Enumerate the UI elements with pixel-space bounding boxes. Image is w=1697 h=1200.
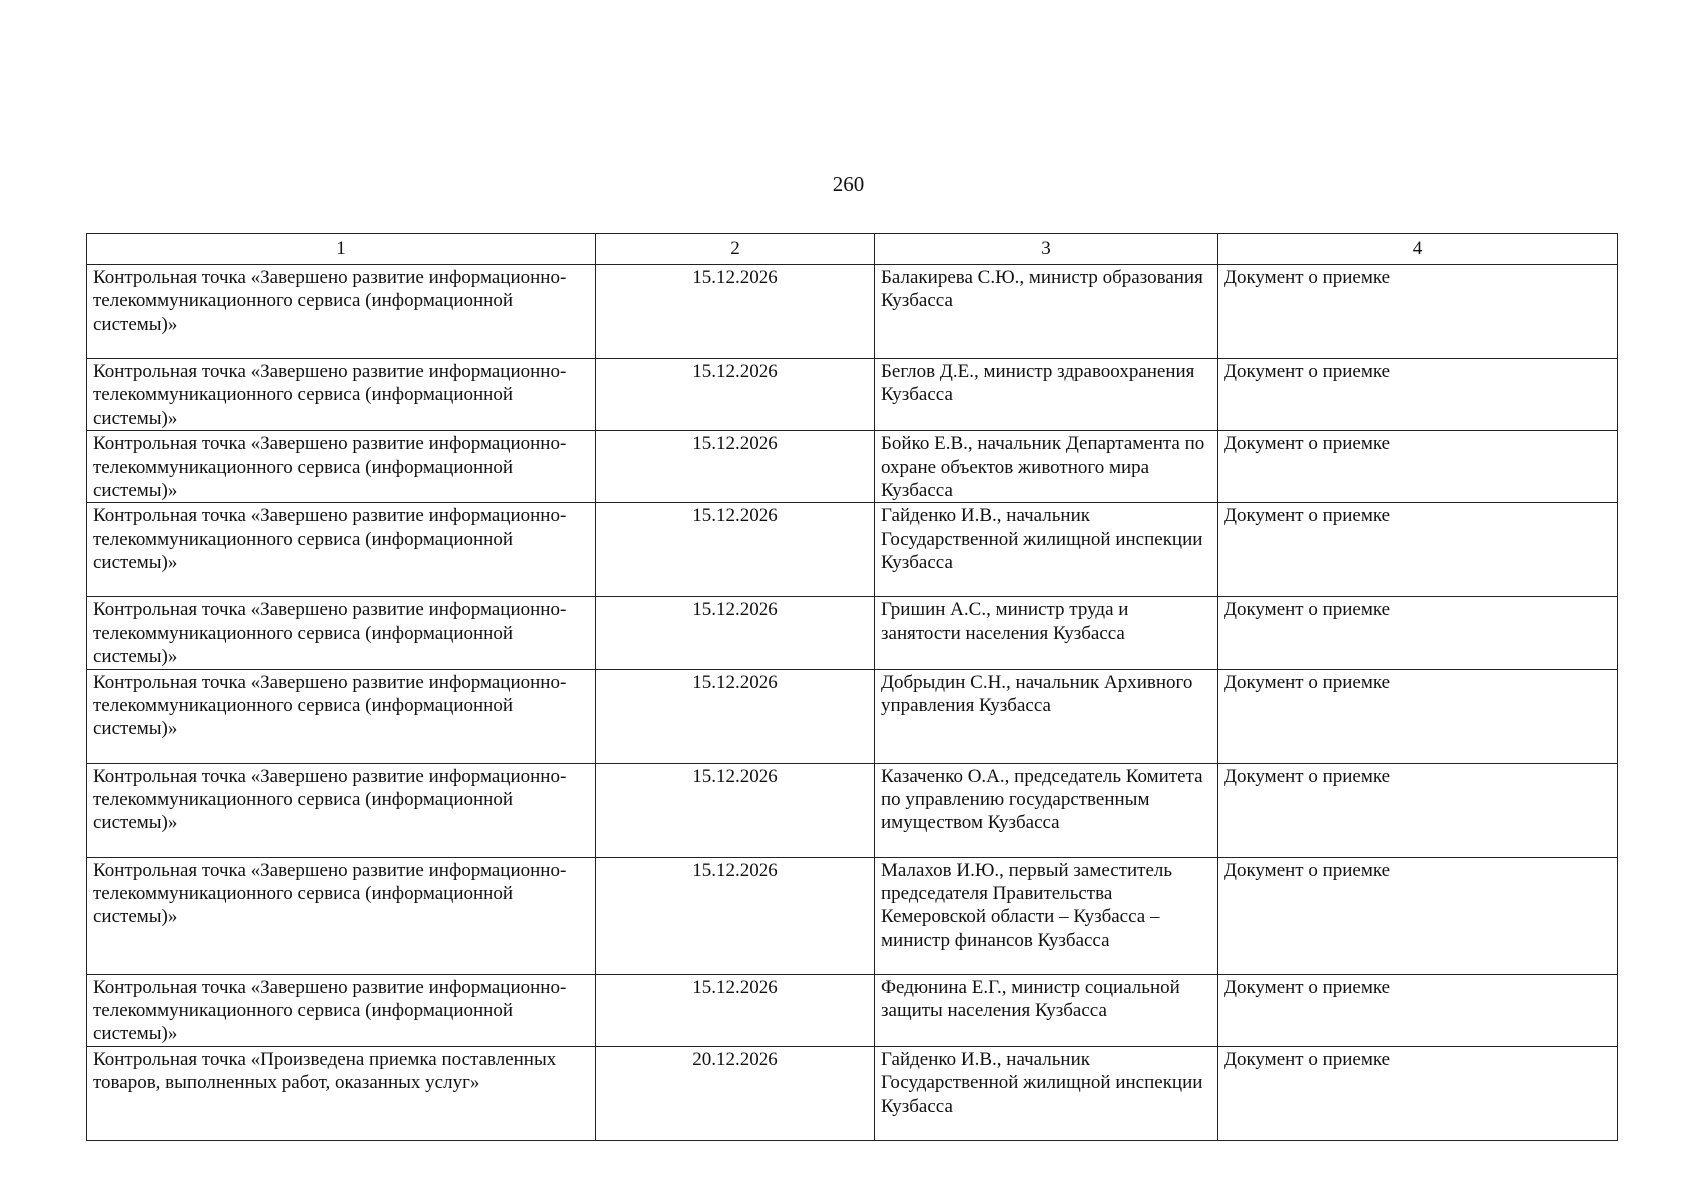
event-cell: Контрольная точка «Завершено развитие информационно-телекоммуникационного сервиса (информационной системы)» [87, 857, 596, 974]
document-cell: Документ о приемке [1218, 431, 1618, 503]
event-cell: Контрольная точка «Завершено развитие информационно-телекоммуникационного сервиса (информационной системы)» [87, 974, 596, 1046]
table-row [87, 974, 1618, 1046]
event-cell: Контрольная точка «Завершено развитие информационно-телекоммуникационного сервиса (информационной системы)» [87, 503, 596, 597]
responsible-cell: Гайденко И.В., начальник Государственной жилищной инспекции Кузбасса [875, 503, 1218, 597]
date-cell: 20.12.2026 [596, 1046, 875, 1140]
table-row [87, 265, 1618, 359]
date-cell: 15.12.2026 [596, 763, 875, 857]
date-cell: 15.12.2026 [596, 857, 875, 974]
responsible-cell: Гайденко И.В., начальник Государственной жилищной инспекции Кузбасса [875, 1046, 1218, 1140]
responsible-cell: Казаченко О.А., председатель Комитета по управлению государственным имуществом Кузбасса [875, 763, 1218, 857]
date-cell: 15.12.2026 [596, 669, 875, 763]
table-row [87, 597, 1618, 669]
event-cell: Контрольная точка «Произведена приемка поставленных товаров, выполненных работ, оказанных услуг» [87, 1046, 596, 1140]
table-row [87, 503, 1618, 597]
table-row [87, 431, 1618, 503]
table-header-row [87, 234, 1618, 265]
document-cell: Документ о приемке [1218, 669, 1618, 763]
responsible-cell: Бойко Е.В., начальник Департамента по охране объектов животного мира Кузбасса [875, 431, 1218, 503]
responsible-cell: Беглов Д.Е., министр здравоохранения Кузбасса [875, 359, 1218, 431]
document-cell: Документ о приемке [1218, 763, 1618, 857]
document-cell: Документ о приемке [1218, 597, 1618, 669]
table-row [87, 359, 1618, 431]
date-cell: 15.12.2026 [596, 431, 875, 503]
document-cell: Документ о приемке [1218, 974, 1618, 1046]
event-cell: Контрольная точка «Завершено развитие информационно-телекоммуникационного сервиса (информационной системы)» [87, 265, 596, 359]
column-header-2: 2 [596, 234, 875, 265]
event-cell: Контрольная точка «Завершено развитие информационно-телекоммуникационного сервиса (информационной системы)» [87, 597, 596, 669]
document-cell: Документ о приемке [1218, 265, 1618, 359]
responsible-cell: Балакирева С.Ю., министр образования Кузбасса [875, 265, 1218, 359]
document-cell: Документ о приемке [1218, 857, 1618, 974]
event-cell: Контрольная точка «Завершено развитие информационно-телекоммуникационного сервиса (информационной системы)» [87, 669, 596, 763]
table-row [87, 669, 1618, 763]
date-cell: 15.12.2026 [596, 974, 875, 1046]
control-points-table [86, 233, 1618, 1141]
document-cell: Документ о приемке [1218, 359, 1618, 431]
event-cell: Контрольная точка «Завершено развитие информационно-телекоммуникационного сервиса (информационной системы)» [87, 763, 596, 857]
date-cell: 15.12.2026 [596, 597, 875, 669]
column-header-1: 1 [87, 234, 596, 265]
responsible-cell: Малахов И.Ю., первый заместитель председателя Правительства Кемеровской области – Кузбасса – министр финансов Кузбасса [875, 857, 1218, 974]
event-cell: Контрольная точка «Завершено развитие информационно-телекоммуникационного сервиса (информационной системы)» [87, 431, 596, 503]
document-cell: Документ о приемке [1218, 503, 1618, 597]
page-number: 260 [832, 172, 865, 196]
column-header-4: 4 [1218, 234, 1618, 265]
table-row [87, 763, 1618, 857]
date-cell: 15.12.2026 [596, 503, 875, 597]
date-cell: 15.12.2026 [596, 359, 875, 431]
table-row [87, 857, 1618, 974]
responsible-cell: Добрыдин С.Н., начальник Архивного управления Кузбасса [875, 669, 1218, 763]
date-cell: 15.12.2026 [596, 265, 875, 359]
responsible-cell: Гришин А.С., министр труда и занятости населения Кузбасса [875, 597, 1218, 669]
document-cell: Документ о приемке [1218, 1046, 1618, 1140]
event-cell: Контрольная точка «Завершено развитие информационно-телекоммуникационного сервиса (информационной системы)» [87, 359, 596, 431]
column-header-3: 3 [875, 234, 1218, 265]
responsible-cell: Федюнина Е.Г., министр социальной защиты населения Кузбасса [875, 974, 1218, 1046]
table-row [87, 1046, 1618, 1140]
